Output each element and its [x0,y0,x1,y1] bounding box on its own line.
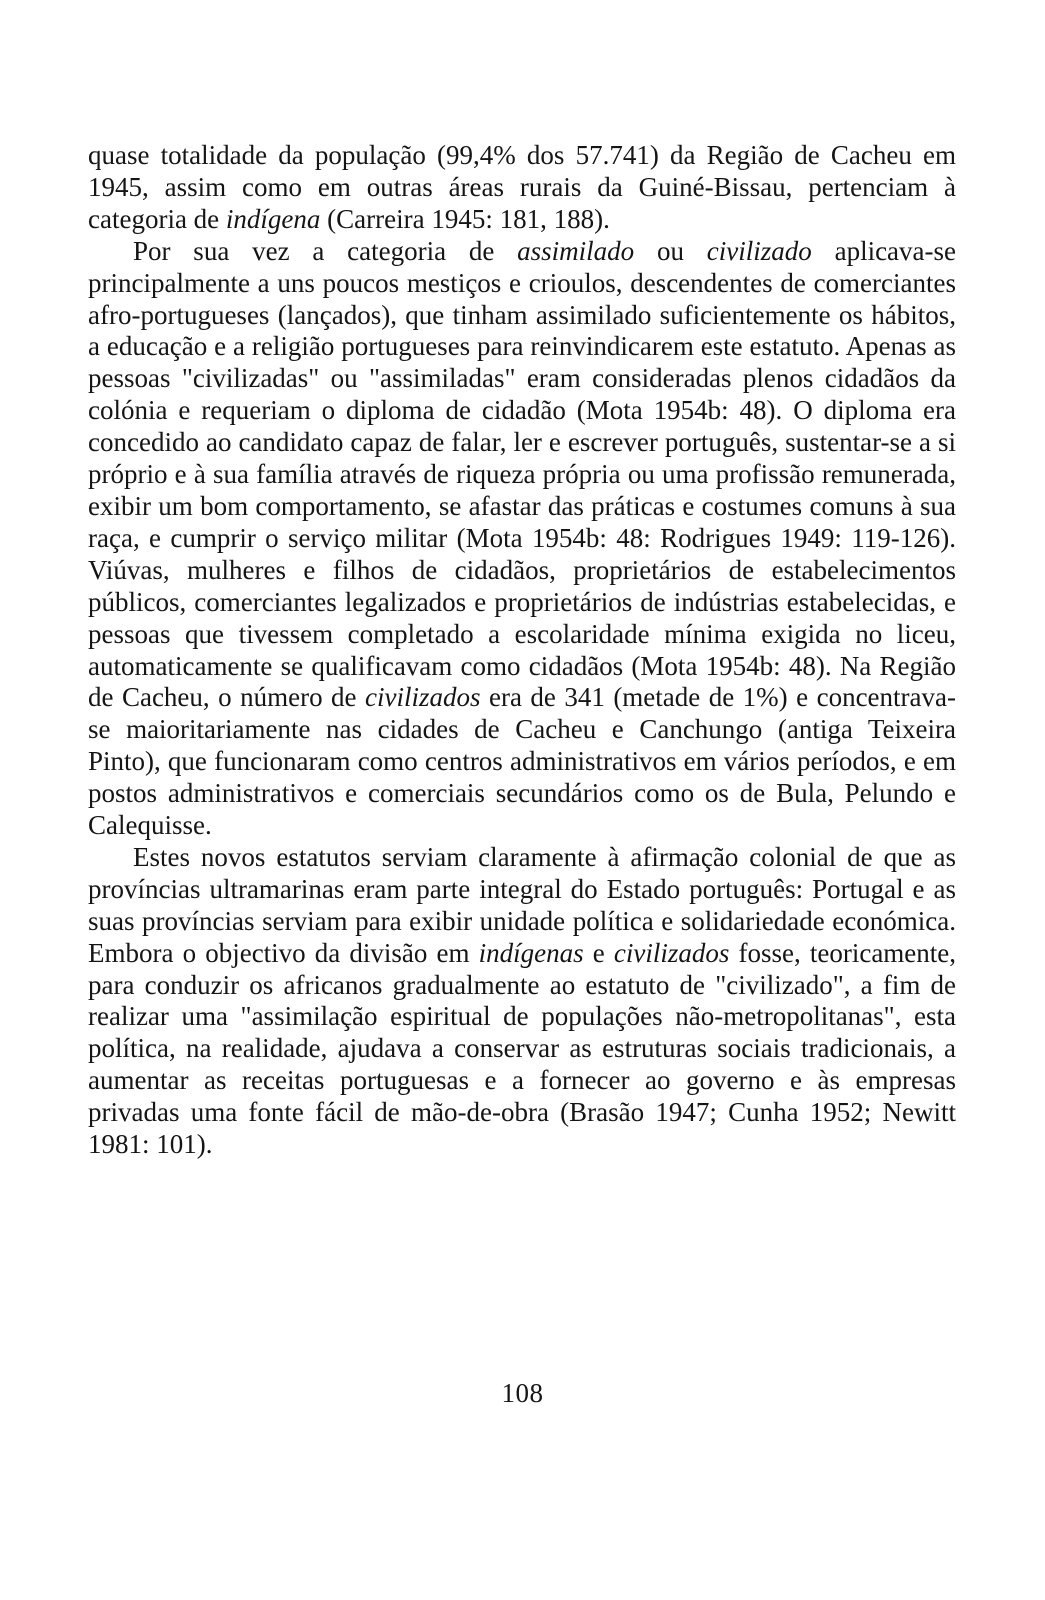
body-text [88,140,956,1161]
text-run: (Carreira 1945: 181, 188). [320,203,610,234]
text-run: ou [634,235,707,266]
paragraph [88,140,956,236]
paragraph [88,236,956,842]
text-run: Estes novos estatutos serviam claramente à afirmação colonial de que as províncias ultramarinas eram parte integral do Estado português: Portugal e as suas províncias serviam para exibir unidade política e solidariedade económica. Embora o objectivo da divisão em [88,841,956,968]
text-run: quase totalidade da população (99,4% dos 57.741) da Região de Cacheu em 1945, assim como em outras áreas rurais da Guiné-Bissau, pertenciam à categoria de [88,140,956,234]
text-run: Por sua vez a categoria de [133,235,518,266]
text-run: fosse, teoricamente, para conduzir os africanos gradualmente ao estatuto de "civilizado", a fim de realizar uma "assimilação espiritual de populações não-metropolitanas", esta política, na realidade, ajudava a conservar as estruturas sociais tradicionais, a aumentar as receitas portuguesas e a fornecer ao governo e às empresas privadas uma fonte fácil de mão-de-obra (Brasão 1947; Cunha 1952; Newitt 1981: 101). [88,937,957,1160]
text-run-italic: civilizado [706,235,812,266]
text-run: e [583,937,614,968]
text-run-italic: indígena [225,203,321,234]
page-number: 108 [501,1378,544,1408]
text-run-italic: assimilado [517,235,635,266]
text-run-italic: civilizados [613,937,730,968]
text-run: era de 341 (metade de 1%) e concentrava-se maioritariamente nas cidades de Cacheu e Canchungo (antiga Teixeira Pinto), que funcionaram como centros administrativos em vários períodos, e em postos administrativos e comerciais secundários como os de Bula, Pelundo e Calequisse. [88,682,956,841]
text-run-italic: civilizados [365,682,481,713]
paragraph [88,842,956,1161]
text-run: aplicava-se principalmente a uns poucos mestiços e crioulos, descendentes de comerciantes afro-portugueses (lançados), que tinham assimilado suficientemente os hábitos, a educação e a religião portugueses para reinvindicarem este estatuto. Apenas as pessoas "civilizadas" ou "assimiladas" eram consideradas plenos cidadãos da colónia e requeriam o diploma de cidadão (Mota 1954b: 48). O diploma era concedido ao candidato capaz de falar, ler e escrever português, sustentar-se a si próprio e à sua família através de riqueza própria ou uma profissão remunerada, exibir um bom comportamento, se afastar das práticas e costumes comuns à sua raça, e cumprir o serviço militar (Mota 1954b: 48: Rodrigues 1949: 119-126). Viúvas, mulheres e filhos de cidadãos, proprietários de estabelecimentos públicos, comerciantes legalizados e proprietários de indústrias estabelecidas, e pessoas que tivessem completado a escolaridade mínima exigida no liceu, automaticamente se qualificavam como cidadãos (Mota 1954b: 48). Na Região de Cacheu, o número de [88,235,957,713]
text-run-italic: indígenas [478,937,584,968]
